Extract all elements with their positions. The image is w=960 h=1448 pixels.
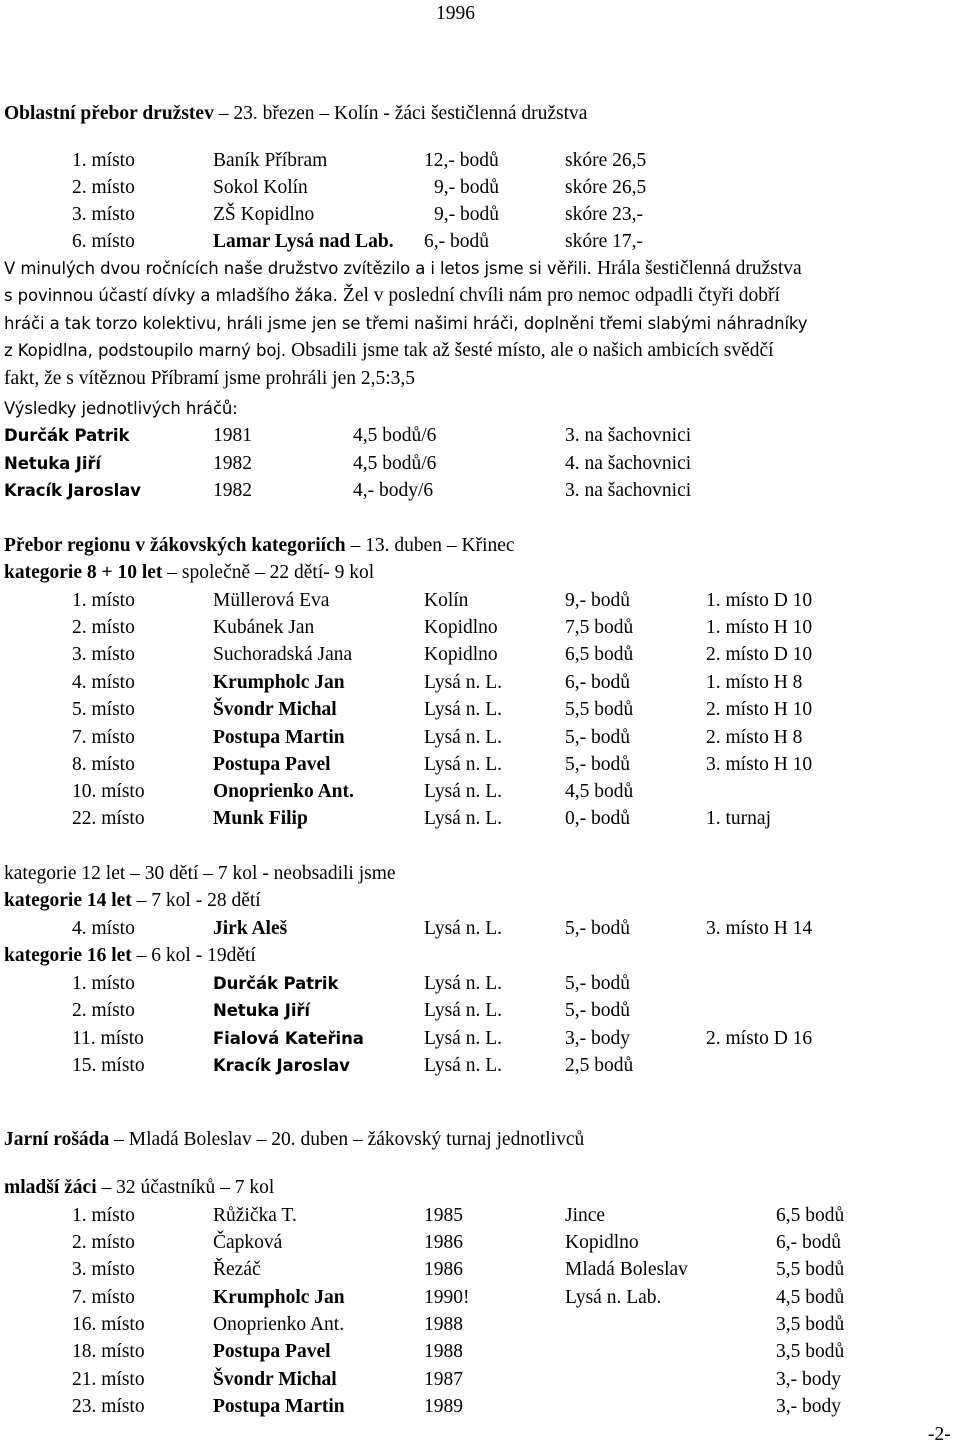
place: 22. místo — [72, 808, 145, 829]
place: 11. místo — [72, 1028, 144, 1049]
club: Lysá n. L. — [424, 918, 502, 939]
heading-title: Přebor regionu v žákovských kategoriích — [4, 535, 346, 556]
category-place: 2. místo D 16 — [706, 1028, 813, 1049]
points: 4,5 bodů — [776, 1287, 845, 1308]
points: 5,- bodů — [565, 918, 630, 939]
board: 3. na šachovnici — [565, 425, 692, 446]
player-name: Jirk Aleš — [213, 918, 288, 939]
category-heading: kategorie 8 + 10 let – společně – 22 dětí- 9 kol — [4, 562, 375, 583]
report-line: z Kopidlna, podstoupilo marný boj. Obsadili jsme tak až šesté místo, ale o našich ambicích svědčí — [4, 340, 774, 361]
category-place: 3. místo H 10 — [706, 754, 813, 775]
score: skóre 26,5 — [565, 150, 647, 171]
player-points: 4,5 bodů/6 — [353, 425, 437, 446]
place: 2. místo — [72, 617, 135, 638]
player-name: Postupa Pavel — [213, 1341, 331, 1362]
club: Kopidlno — [424, 644, 498, 665]
points: 3,- body — [565, 1028, 630, 1049]
points: 5,- bodů — [565, 754, 630, 775]
player-name: Durčák Patrik — [4, 426, 130, 445]
place: 23. místo — [72, 1396, 145, 1417]
board: 3. na šachovnici — [565, 480, 692, 501]
place: 16. místo — [72, 1314, 145, 1335]
place: 18. místo — [72, 1341, 145, 1362]
section-heading-regional-championship — [4, 535, 515, 557]
points: 3,- body — [776, 1396, 841, 1417]
player-name: Postupa Pavel — [213, 754, 331, 775]
place: 2. místo — [72, 1000, 135, 1021]
board: 4. na šachovnici — [565, 453, 692, 474]
club: Kopidlno — [565, 1232, 639, 1253]
points: 3,- body — [776, 1369, 841, 1390]
place: 6. místo — [72, 231, 135, 252]
points: 7,5 bodů — [565, 617, 634, 638]
birth-year: 1987 — [424, 1369, 463, 1390]
player-name: Řezáč — [213, 1259, 261, 1280]
player-name: Kracík Jaroslav — [4, 481, 141, 500]
category-place: 2. místo D 10 — [706, 644, 813, 665]
heading-title: Oblastní přebor družstev — [4, 103, 214, 124]
category-place: 1. turnaj — [706, 808, 771, 829]
points: 5,- bodů — [565, 727, 630, 748]
club: Lysá n. L. — [424, 1055, 502, 1076]
results-label: Výsledky jednotlivých hráčů: — [4, 399, 238, 418]
points: 0,- bodů — [565, 808, 630, 829]
points: 12,- bodů — [424, 150, 499, 171]
points: 5,5 bodů — [565, 699, 634, 720]
category-heading: kategorie 14 let – 7 kol - 28 dětí — [4, 890, 261, 911]
team: ZŠ Kopidlno — [213, 204, 315, 225]
player-name: Netuka Jiří — [4, 454, 101, 473]
club: Lysá n. L. — [424, 781, 502, 802]
club: Lysá n. L. — [424, 672, 502, 693]
category-place: 1. místo D 10 — [706, 590, 813, 611]
place: 15. místo — [72, 1055, 145, 1076]
player-name: Švondr Michal — [213, 1369, 337, 1390]
points: 6,- bodů — [565, 672, 630, 693]
team: Lamar Lysá nad Lab. — [213, 231, 394, 252]
club: Mladá Boleslav — [565, 1259, 688, 1280]
points: 6,- bodů — [424, 231, 489, 252]
place: 3. místo — [72, 644, 135, 665]
club: Lysá n. L. — [424, 1028, 502, 1049]
club: Lysá n. Lab. — [565, 1287, 662, 1308]
team: Baník Příbram — [213, 150, 328, 171]
category-place: 2. místo H 10 — [706, 699, 813, 720]
report-line: s povinnou účastí dívky a mladšího žáka. Žel v poslední chvíli nám pro nemoc odpadli čtyři dobří — [4, 285, 780, 306]
player-points: 4,5 bodů/6 — [353, 453, 437, 474]
player-name: Müllerová Eva — [213, 590, 330, 611]
player-name: Krumpholc Jan — [213, 1287, 345, 1308]
place: 10. místo — [72, 781, 145, 802]
points: 2,5 bodů — [565, 1055, 634, 1076]
category-place: 1. místo H 8 — [706, 672, 803, 693]
category-place: 1. místo H 10 — [706, 617, 813, 638]
place: 21. místo — [72, 1369, 145, 1390]
player-name: Onoprienko Ant. — [213, 781, 354, 802]
player-name: Čapková — [213, 1232, 283, 1253]
player-name: Švondr Michal — [213, 699, 337, 720]
player-name: Durčák Patrik — [213, 974, 339, 993]
heading-details: – 23. březen – Kolín - žáci šestičlenná družstva — [213, 103, 588, 124]
player-name: Netuka Jiří — [213, 1001, 310, 1020]
birth-year: 1982 — [213, 453, 252, 474]
place: 7. místo — [72, 1287, 135, 1308]
place: 3. místo — [72, 204, 135, 225]
category-place: 2. místo H 8 — [706, 727, 803, 748]
category-place: 3. místo H 14 — [706, 918, 813, 939]
player-name: Postupa Martin — [213, 727, 345, 748]
points: 9,- bodů — [434, 204, 499, 225]
place: 1. místo — [72, 590, 135, 611]
place: 2. místo — [72, 1232, 135, 1253]
points: 9,- bodů — [565, 590, 630, 611]
club: Lysá n. L. — [424, 808, 502, 829]
place: 1. místo — [72, 150, 135, 171]
heading-details: – 13. duben – Křinec — [345, 535, 515, 556]
score: skóre 23,- — [565, 204, 643, 225]
points: 4,5 bodů — [565, 781, 634, 802]
points: 5,- bodů — [565, 1000, 630, 1021]
birth-year: 1989 — [424, 1396, 463, 1417]
place: 3. místo — [72, 1259, 135, 1280]
place: 1. místo — [72, 973, 135, 994]
player-name: Postupa Martin — [213, 1396, 345, 1417]
heading-details: – Mladá Boleslav – 20. duben – žákovský turnaj jednotlivců — [109, 1129, 585, 1150]
club: Lysá n. L. — [424, 754, 502, 775]
place: 4. místo — [72, 672, 135, 693]
birth-year: 1985 — [424, 1205, 463, 1226]
player-name: Růžička T. — [213, 1205, 297, 1226]
score: skóre 26,5 — [565, 177, 647, 198]
score: skóre 17,- — [565, 231, 643, 252]
page-number: -2- — [928, 1424, 951, 1445]
club: Lysá n. L. — [424, 973, 502, 994]
year-header: 1996 — [436, 3, 475, 24]
place: 4. místo — [72, 918, 135, 939]
report-line: V minulých dvou ročnících naše družstvo zvítězilo a i letos jsme si věřili. Hrála šestičlenná družstva — [4, 258, 802, 279]
category-heading: kategorie 12 let – 30 dětí – 7 kol - neobsadili jsme — [4, 863, 396, 884]
club: Jince — [565, 1205, 606, 1226]
birth-year: 1982 — [213, 480, 252, 501]
player-name: Onoprienko Ant. — [213, 1314, 345, 1335]
section-heading-team-championship — [4, 103, 587, 125]
player-name: Kracík Jaroslav — [213, 1056, 350, 1075]
points: 5,- bodů — [565, 973, 630, 994]
place: 5. místo — [72, 699, 135, 720]
place: 1. místo — [72, 1205, 135, 1226]
section-heading-spring-tournament — [4, 1129, 584, 1151]
birth-year: 1990! — [424, 1287, 470, 1308]
club: Lysá n. L. — [424, 699, 502, 720]
player-name: Suchoradská Jana — [213, 644, 353, 665]
club: Kopidlno — [424, 617, 498, 638]
player-name: Fialová Kateřina — [213, 1029, 364, 1048]
heading-title: Jarní rošáda — [4, 1129, 110, 1150]
birth-year: 1986 — [424, 1259, 463, 1280]
report-line: hráči a tak torzo kolektivu, hráli jsme jen se třemi našimi hráči, doplněni třemi slabými náhradníky — [4, 314, 808, 333]
report-line: fakt, že s vítěznou Příbramí jsme prohráli jen 2,5:3,5 — [4, 368, 416, 389]
points: 6,- bodů — [776, 1232, 841, 1253]
player-name: Kubánek Jan — [213, 617, 315, 638]
points: 9,- bodů — [434, 177, 499, 198]
club: Lysá n. L. — [424, 727, 502, 748]
birth-year: 1988 — [424, 1341, 463, 1362]
points: 3,5 bodů — [776, 1314, 845, 1335]
points: 6,5 bodů — [776, 1205, 845, 1226]
place: 8. místo — [72, 754, 135, 775]
club: Kolín — [424, 590, 469, 611]
player-name: Krumpholc Jan — [213, 672, 345, 693]
place: 2. místo — [72, 177, 135, 198]
points: 3,5 bodů — [776, 1341, 845, 1362]
club: Lysá n. L. — [424, 1000, 502, 1021]
player-points: 4,- body/6 — [353, 480, 434, 501]
birth-year: 1981 — [213, 425, 252, 446]
points: 5,5 bodů — [776, 1259, 845, 1280]
place: 7. místo — [72, 727, 135, 748]
category-heading: mladší žáci – 32 účastníků – 7 kol — [4, 1177, 275, 1198]
birth-year: 1986 — [424, 1232, 463, 1253]
category-heading: kategorie 16 let – 6 kol - 19dětí — [4, 945, 256, 966]
birth-year: 1988 — [424, 1314, 463, 1335]
team: Sokol Kolín — [213, 177, 308, 198]
points: 6,5 bodů — [565, 644, 634, 665]
player-name: Munk Filip — [213, 808, 308, 829]
